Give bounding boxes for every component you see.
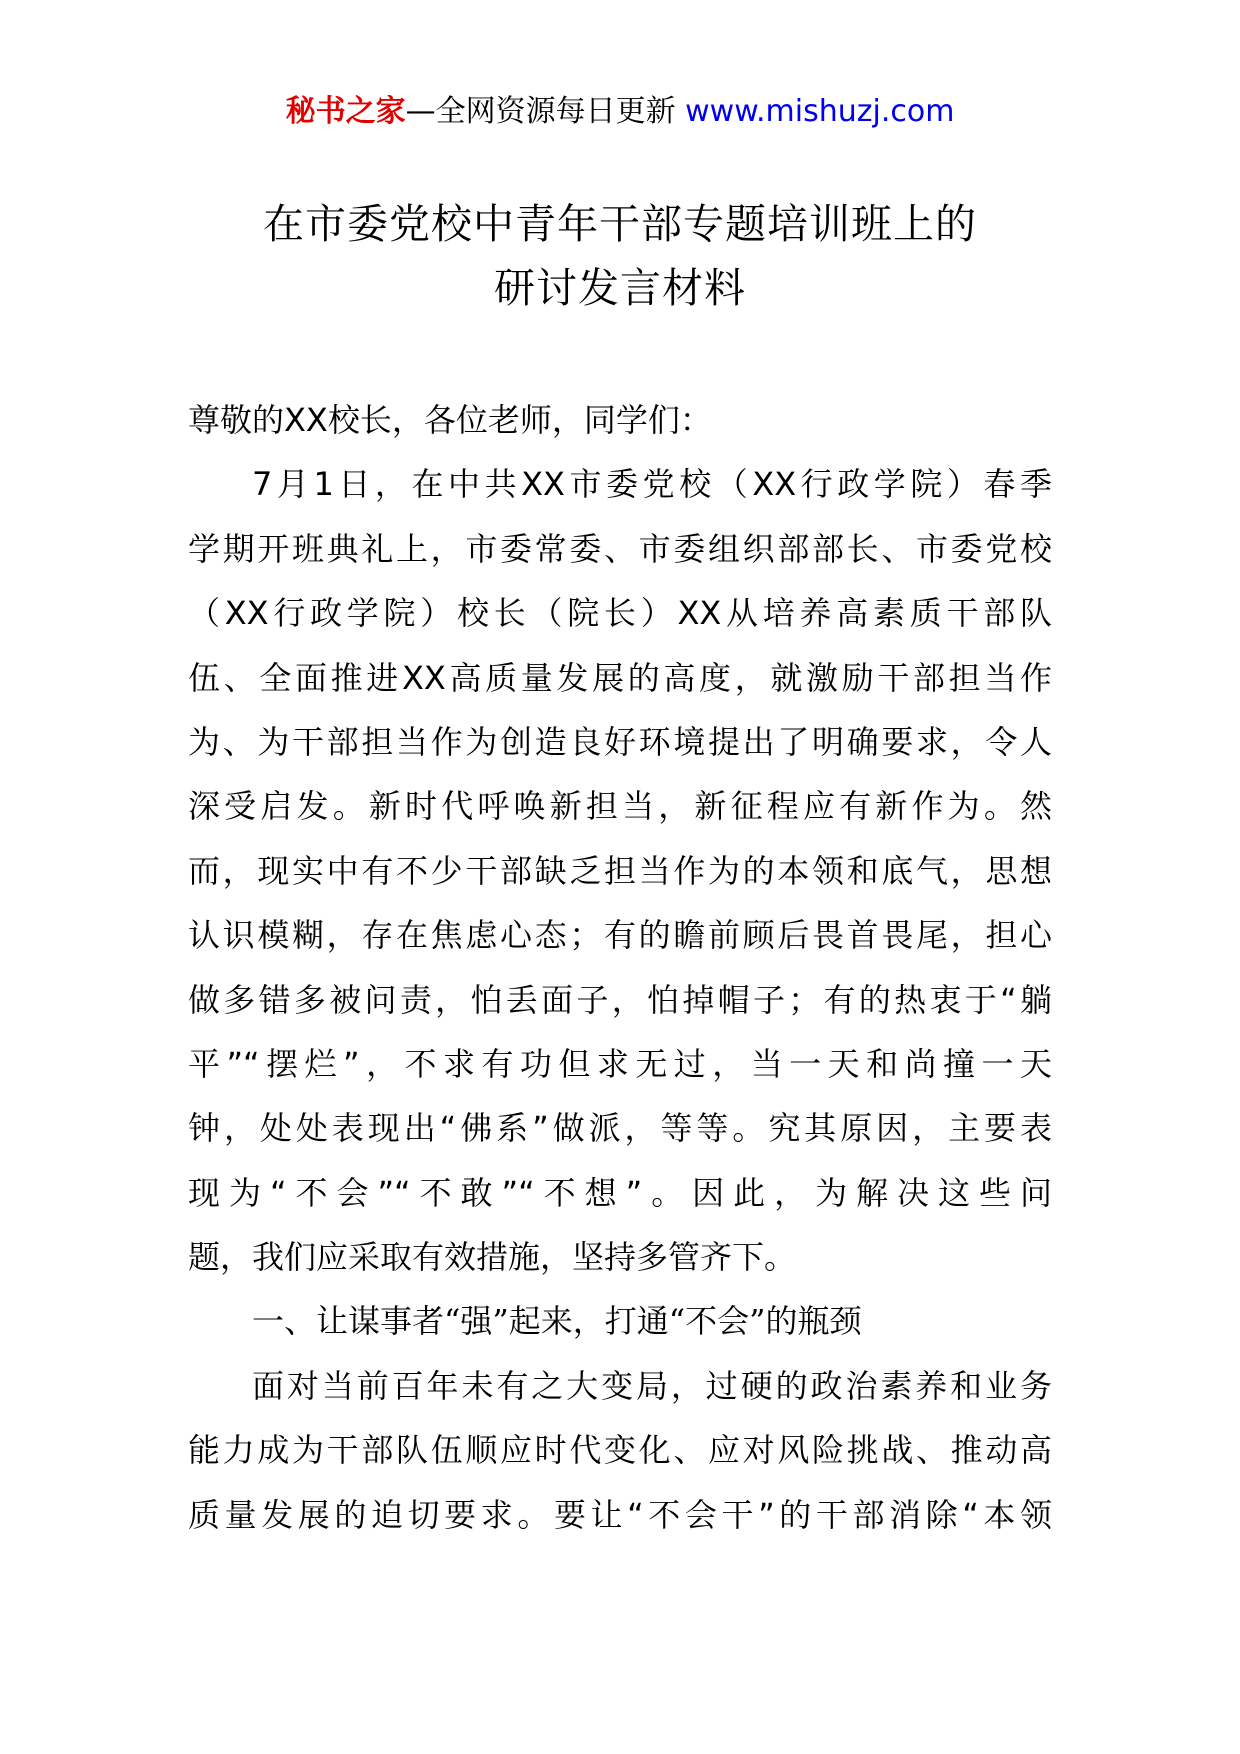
paragraph-line: 题，我们应采取有效措施，坚持多管齐下。 bbox=[188, 1238, 797, 1277]
paragraph-line: 学期开班典礼上，市委常委、市委组织部部长、市委党校 bbox=[188, 529, 1052, 568]
site-header bbox=[0, 92, 1240, 132]
paragraph-line: 7月1日，在中共XX市委党校（XX行政学院）春季 bbox=[252, 465, 1052, 504]
paragraph-line: 认识模糊，存在焦虑心态；有的瞻前顾后畏首畏尾，担心 bbox=[188, 916, 1052, 955]
paragraph-line: 深受启发。新时代呼唤新担当，新征程应有新作为。然 bbox=[188, 787, 1052, 826]
site-url-link[interactable]: www.mishuzj.com bbox=[685, 94, 955, 129]
section-heading: 一、让谋事者“强”起来，打通“不会”的瓶颈 bbox=[252, 1302, 862, 1341]
paragraph-line: 为、为干部担当作为创造良好环境提出了明确要求，令人 bbox=[188, 722, 1052, 761]
paragraph-line: 做多错多被问责，怕丢面子，怕掉帽子；有的热衷于“躺 bbox=[188, 980, 1052, 1019]
paragraph-line: 平”“摆烂”，不求有功但求无过，当一天和尚撞一天 bbox=[188, 1044, 1052, 1083]
site-brand: 秘书之家 bbox=[285, 94, 406, 129]
paragraph-line: 能力成为干部队伍顺应时代变化、应对风险挑战、推动高 bbox=[188, 1431, 1052, 1470]
paragraph-line: 伍、全面推进XX高质量发展的高度，就激励干部担当作 bbox=[188, 658, 1052, 697]
paragraph-line: 钟，处处表现出“佛系”做派，等等。究其原因，主要表 bbox=[188, 1109, 1052, 1148]
document-title-line-2: 研讨发言材料 bbox=[494, 264, 746, 312]
document-title-line-1: 在市委党校中青年干部专题培训班上的 bbox=[263, 200, 977, 248]
document-body bbox=[188, 388, 1052, 1547]
paragraph-line: 而，现实中有不少干部缺乏担当作为的本领和底气，思想 bbox=[188, 851, 1052, 890]
paragraph-line: 面对当前百年未有之大变局，过硬的政治素养和业务 bbox=[252, 1366, 1052, 1405]
salutation: 尊敬的XX校长，各位老师，同学们： bbox=[188, 401, 712, 439]
site-slogan: —全网资源每日更新 bbox=[405, 94, 686, 129]
paragraph-line: （XX行政学院）校长（院长）XX从培养高素质干部队 bbox=[188, 594, 1052, 633]
paragraph-line: 质量发展的迫切要求。要让“不会干”的干部消除“本领 bbox=[188, 1495, 1052, 1534]
paragraph-line: 现为“不会”“不敢”“不想”。因此，为解决这些问 bbox=[188, 1173, 1052, 1212]
